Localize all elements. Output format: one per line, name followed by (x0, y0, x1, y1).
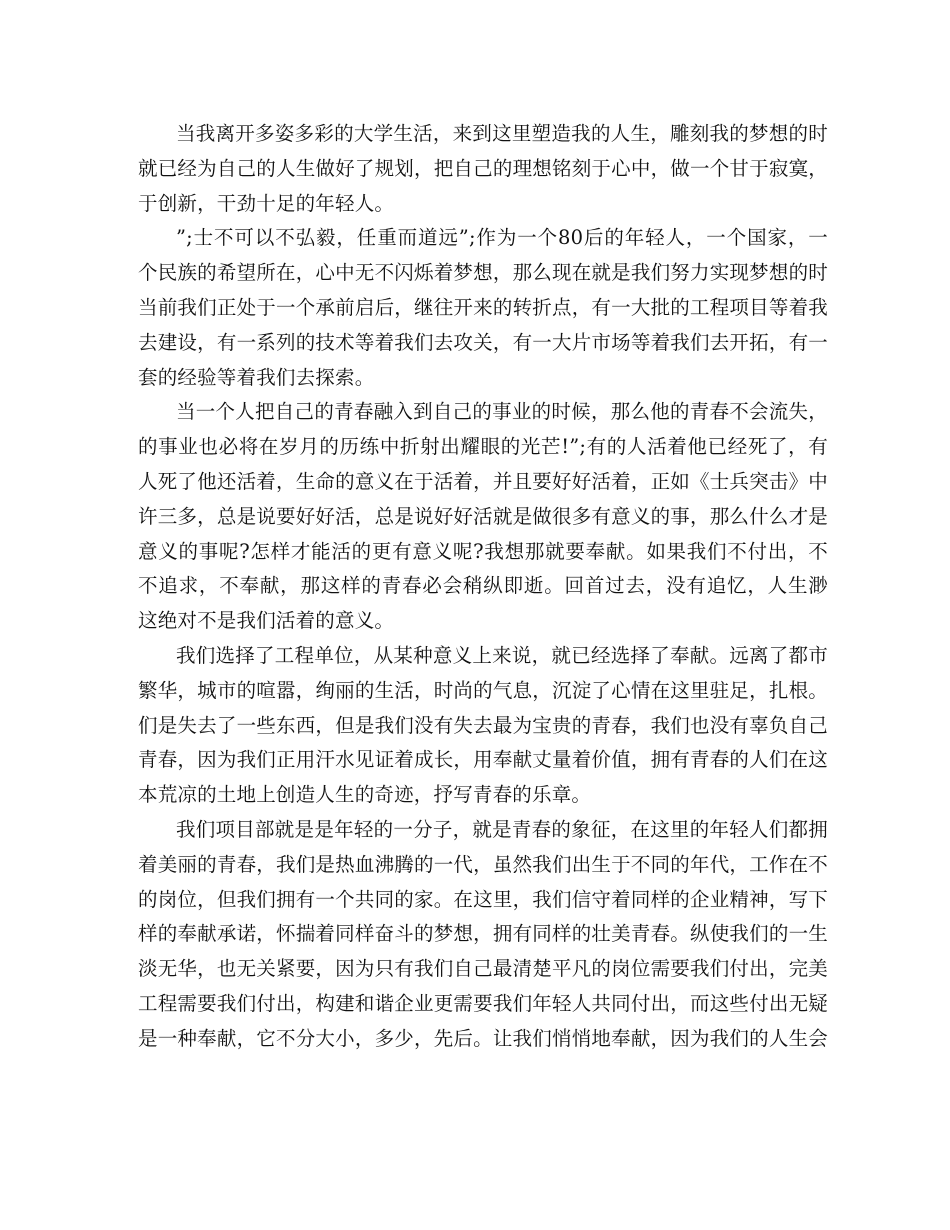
text-line: ”;士不可以不弘毅，任重而道远”;作为一个80后的年轻人，一个国家，一 (176, 226, 828, 250)
text-line: 个民族的希望所在，心中无不闪烁着梦想，那么现在就是我们努力实现梦想的时 (138, 261, 828, 285)
text-line: 繁华，城市的喧嚣，绚丽的生活，时尚的气息，沉淀了心情在这里驻足，扎根。 (138, 678, 828, 702)
paragraph (138, 639, 828, 813)
text-line: 人死了他还活着，生命的意义在于活着，并且要好好活着，正如《士兵突击》中 (138, 469, 828, 493)
text-line: 工程需要我们付出，构建和谐企业更需要我们年轻人共同付出，而这些付出无疑 (138, 991, 828, 1015)
text-line: 我们选择了工程单位，从某种意义上来说，就已经选择了奉献。远离了都市 (176, 643, 828, 667)
text-line: 我们项目部就是是年轻的一分子，就是青春的象征，在这里的年轻人们都拥 (176, 817, 828, 841)
text-line: 青春，因为我们正用汗水见证着成长，用奉献丈量着价值，拥有青春的人们在这 (138, 748, 828, 772)
text-line: 当前我们正处于一个承前启后，继往开来的转折点，有一大批的工程项目等着我 (138, 295, 828, 319)
text-line: 淡无华，也无关紧要，因为只有我们自己最清楚平凡的岗位需要我们付出，完美 (138, 957, 828, 981)
paragraph (138, 221, 828, 395)
text-line: 当我离开多姿多彩的大学生活，来到这里塑造我的人生，雕刻我的梦想的时 (176, 122, 828, 145)
text-line: 套的经验等着我们去探索。 (138, 365, 375, 389)
document-body (138, 117, 828, 1057)
paragraph (138, 395, 828, 639)
text-line: 的事业也必将在岁月的历练中折射出耀眼的光芒!”;有的人活着他已经死了，有 (138, 435, 828, 459)
text-line: 许三多，总是说要好好活，总是说好好活就是做很多有意义的事，那么什么才是 (138, 504, 828, 528)
text-line: 样的奉献承诺，怀揣着同样奋斗的梦想，拥有同样的壮美青春。纵使我们的一生 (138, 922, 828, 946)
text-line: 这绝对不是我们活着的意义。 (138, 609, 395, 633)
text-line: 们是失去了一些东西，但是我们没有失去最为宝贵的青春，我们也没有辜负自己 (138, 713, 828, 737)
text-line: 去建设，有一系列的技术等着我们去攻关，有一大片市场等着我们去开拓，有一 (138, 330, 828, 354)
paragraph (138, 813, 828, 1057)
text-line: 本荒凉的土地上创造人生的奇迹，抒写青春的乐章。 (138, 783, 592, 807)
text-line: 于创新，干劲十足的年轻人。 (138, 191, 395, 215)
text-line: 是一种奉献，它不分大小，多少，先后。让我们悄悄地奉献，因为我们的人生会 (138, 1026, 828, 1050)
text-line: 当一个人把自己的青春融入到自己的事业的时候，那么他的青春不会流失， (176, 400, 828, 424)
text-line: 的岗位，但我们拥有一个共同的家。在这里，我们信守着同样的企业精神，写下 (138, 887, 828, 911)
text-line: 着美丽的青春，我们是热血沸腾的一代，虽然我们出生于不同的年代，工作在不 (138, 852, 828, 876)
text-line: 就已经为自己的人生做好了规划，把自己的理想铭刻于心中，做一个甘于寂寞， (138, 156, 828, 180)
text-line: 意义的事呢?怎样才能活的更有意义呢?我想那就要奉献。如果我们不付出，不 (138, 539, 828, 563)
text-line: 不追求，不奉献，那这样的青春必会稍纵即逝。回首过去，没有追忆，人生渺 (138, 574, 828, 598)
paragraph (138, 117, 828, 221)
